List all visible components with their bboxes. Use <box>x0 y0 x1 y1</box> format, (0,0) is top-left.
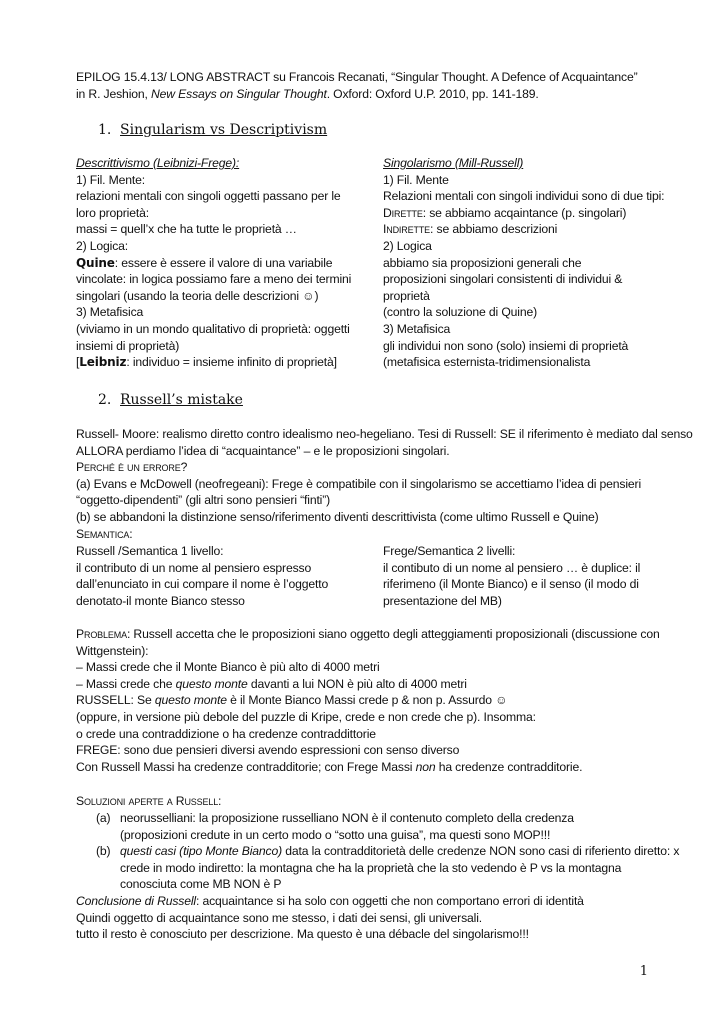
text-line: o crede una contraddizione o ha credenze contraddittorie <box>76 726 376 741</box>
section-2-body <box>76 426 693 542</box>
header <box>76 69 656 102</box>
text-line: “oggetto-dipendenti” (gli altri sono pensieri “finti”) <box>76 493 331 508</box>
text-line: (oppure, in versione più debole del puzzle di Kripe, crede e non crede che p). Insomma: <box>76 709 536 724</box>
solutions-heading-block <box>76 793 656 810</box>
text-line: Conclusione di Russell: acquaintance si ha solo con oggetti che non comportano errori di identità <box>76 894 584 908</box>
text-line: Wittgenstein): <box>76 643 149 658</box>
text-line: – Massi crede che il Monte Bianco è più alto di 4000 metri <box>76 660 380 675</box>
text-line: 1) Fil. Mente: <box>76 172 146 187</box>
list-item: (a) neorusselliani: la proposizione russelliano NON è il contenuto completo della credenza (proposizioni credute in un certo modo o “sotto una guisa”, ma questi sono MOP!!! <box>96 811 574 842</box>
descriptivism-column <box>76 155 351 371</box>
text-line: riferimeno (il Monte Bianco) e il senso (il modo di <box>383 577 639 592</box>
text-line: 3) Metafisica <box>383 321 451 336</box>
text-line: loro proprietà: <box>76 205 149 220</box>
text-line: FREGE: sono due pensieri diversi avendo espressioni con senso diverso <box>76 743 460 758</box>
text-line: Frege/Semantica 2 livelli: <box>383 544 516 558</box>
problem-block <box>76 626 660 775</box>
page-number: 1 <box>639 964 648 979</box>
singularism-heading: Singolarismo (Mill-Russell) <box>383 156 524 170</box>
text-line: (a) Evans e McDowell (neofregeani): Frege è compatibile con il singolarismo se accettiamo l’idea di pensieri <box>76 476 642 491</box>
text-line: 3) Metafisica <box>76 305 144 320</box>
text-line: 1) Fil. Mente <box>383 172 449 187</box>
conclusion-block <box>76 893 656 943</box>
text-line: presentazione del MB) <box>383 593 502 608</box>
text-line: singolari (usando la teoria delle descrizioni ☺) <box>76 288 319 303</box>
text-line: 2) Logica <box>383 238 432 253</box>
book-title: New Essays on Singular Thought <box>150 86 327 101</box>
frege-semantics-column <box>383 543 658 609</box>
text-line: vincolate: in logica possiamo fare a meno dei termini <box>76 272 352 287</box>
text-line: Indirette: se abbiamo descrizioni <box>383 222 558 237</box>
text-line: [Leibniz: individuo = insieme infinito di proprietà] <box>76 355 337 370</box>
text-line: massi = quell’x che ha tutte le proprietà … <box>76 222 297 237</box>
list-item: (b) questi casi (tipo Monte Bianco) data la contradditorietà delle credenze NON sono casi di riferiento diretto: x crede in modo indiretto: la montagna che ha la proprietà che la sto vedendo è P vs la montagna conosciuta come MB NON è P <box>96 844 680 892</box>
russell-semantics-column <box>76 543 351 609</box>
text-line: (b) se abbandoni la distinzione senso/riferimento diventi descrittivista (come ultimo Russell e Quine) <box>76 509 599 524</box>
text-line: gli individui non sono (solo) insiemi di proprietà <box>383 338 629 353</box>
descriptivism-heading: Descrittivismo (Leibnizi-Frege): <box>76 156 240 170</box>
text-line: abbiamo sia proposizioni generali che <box>383 255 582 270</box>
text-line: Problema: Russell accetta che le proposizioni siano oggetto degli atteggiamenti proposizionali (discussione con <box>76 627 660 641</box>
singularism-column <box>383 155 665 371</box>
text-line: Russell /Semantica 1 livello: <box>76 544 224 558</box>
text-line: relazioni mentali con singoli oggetti passano per le <box>76 189 341 204</box>
text-line: (metafisica esternista-tridimensionalista <box>383 355 591 370</box>
text-line: denotato-il monte Bianco stesso <box>76 593 245 608</box>
text-line: Russell- Moore: realismo diretto contro idealismo neo-hegeliano. Tesi di Russell: SE il riferimento è mediato dal senso <box>76 427 693 441</box>
text-line: (contro la soluzione di Quine) <box>383 305 538 320</box>
text-line: ALLORA perdiamo l’idea di “acquaintance” – e le proposizioni singolari. <box>76 443 450 458</box>
section-1-heading: 1. Singularism vs Descriptivism <box>98 122 328 138</box>
text-line: il contributo di un nome al pensiero espresso <box>76 560 312 575</box>
header-line-2: in R. Jeshion, New Essays on Singular Thought. Oxford: Oxford U.P. 2010, pp. 141-189. <box>76 86 539 101</box>
text-line: – Massi crede che questo monte davanti a lui NON è più alto di 4000 metri <box>76 676 467 691</box>
text-line: (viviamo in un mondo qualitativo di proprietà: oggetti <box>76 321 350 336</box>
text-line: proprietà <box>383 288 430 303</box>
header-line-1: EPILOG 15.4.13/ LONG ABSTRACT su Francois Recanati, “Singular Thought. A Defence of Acquaintance” <box>76 70 638 84</box>
text-line: il contibuto di un nome al pensiero … è duplice: il <box>383 560 641 575</box>
section-2-title: Russell’s mistake <box>120 392 243 408</box>
semantics-label: Semantica: <box>76 526 133 541</box>
text-line: proposizioni singolari consistenti di individui & <box>383 272 623 287</box>
text-line: tutto il resto è conosciuto per descrizione. Ma questo è una débacle del singolarismo!!! <box>76 927 529 942</box>
text-line: Quine: essere è essere il valore di una variabile <box>76 255 333 270</box>
text-line: RUSSELL: Se questo monte è il Monte Bianco Massi crede p & non p. Assurdo ☺ <box>76 693 508 708</box>
text-line: insiemi di proprietà) <box>76 338 180 353</box>
why-error-label: Perché è un errore? <box>76 460 188 475</box>
solutions-heading: Soluzioni aperte a Russell: <box>76 794 222 808</box>
solutions-list <box>96 810 680 893</box>
section-1-title: Singularism vs Descriptivism <box>120 122 328 138</box>
text-line: Con Russell Massi ha credenze contradditorie; con Frege Massi non ha credenze contradditorie. <box>76 759 583 774</box>
text-line: Dirette: se abbiamo acqaintance (p. singolari) <box>383 205 627 220</box>
text-line: dall’enunciato in cui compare il nome è l’oggetto <box>76 577 329 592</box>
text-line: Relazioni mentali con singoli individui sono di due tipi: <box>383 189 665 204</box>
text-line: 2) Logica: <box>76 238 129 253</box>
text-line: Quindi oggetto di acquaintance sono me stesso, i dati dei sensi, gli universali. <box>76 910 483 925</box>
section-2-heading: 2. Russell’s mistake <box>98 392 243 408</box>
